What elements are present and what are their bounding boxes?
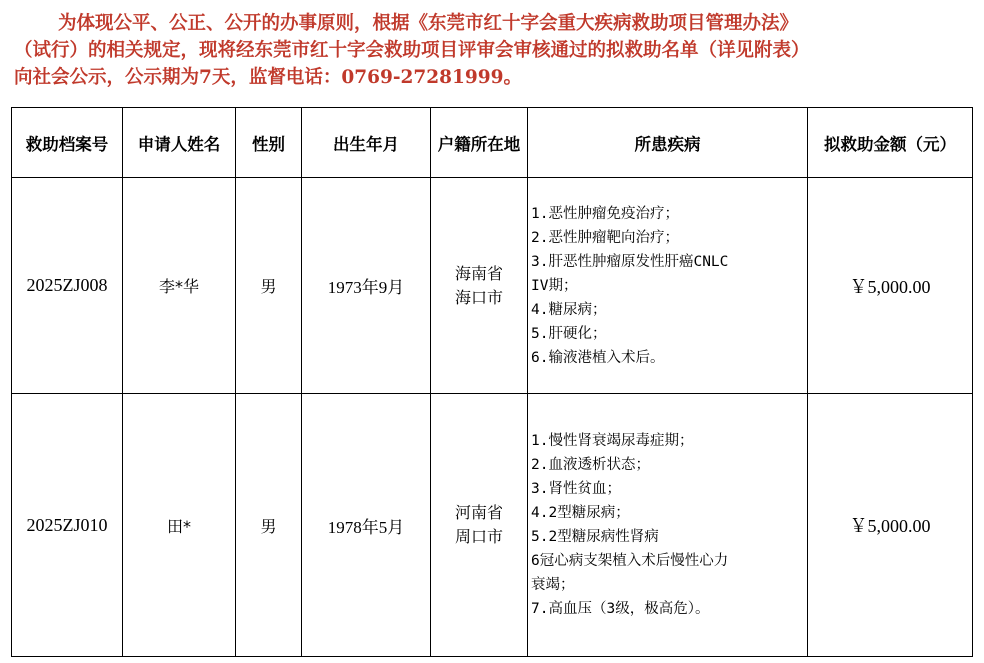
header-aid-amount: 拟救助金额（元） xyxy=(808,108,973,178)
applicant-name-cell: 李*华 xyxy=(123,178,236,394)
hometown-cell xyxy=(431,178,528,394)
header-birth-date: 出生年月 xyxy=(302,108,431,178)
disease-line: 1.慢性肾衰竭尿毒症期； xyxy=(531,433,694,449)
notice-line-3: 向社会公示，公示期为7天，监督电话：0769-27281999。 xyxy=(14,67,523,88)
header-diseases: 所患疾病 xyxy=(528,108,808,178)
header-applicant-name: 申请人姓名 xyxy=(123,108,236,178)
disease-line: 5.2型糖尿病性肾病 xyxy=(531,529,659,545)
file-no-cell: 2025ZJ008 xyxy=(12,178,123,394)
hometown-cell xyxy=(431,394,528,657)
hometown-city: 周口市 xyxy=(454,527,503,546)
aid-list-table xyxy=(11,107,973,657)
disease-line: 衰竭； xyxy=(531,577,575,593)
disease-line: 4.2型糖尿病； xyxy=(531,505,630,521)
hometown-province: 海南省 xyxy=(454,263,503,283)
aid-amount-cell: ￥5,000.00 xyxy=(808,178,973,394)
applicant-name-cell: 田* xyxy=(123,394,236,657)
table-row xyxy=(12,394,973,657)
public-notice xyxy=(14,10,974,91)
disease-line: 6冠心病支架植入术后慢性心力 xyxy=(531,553,729,569)
disease-line: 7.高血压（3级，极高危）。 xyxy=(531,601,710,617)
file-no-cell: 2025ZJ010 xyxy=(12,394,123,657)
disease-line: 1.恶性肿瘤免疫治疗； xyxy=(531,205,679,222)
header-hometown: 户籍所在地 xyxy=(431,108,528,178)
gender-cell: 男 xyxy=(236,178,302,394)
hometown-province: 河南省 xyxy=(454,503,503,522)
disease-line: 5.肝硬化； xyxy=(531,325,607,342)
disease-line: 6.输液港植入术后。 xyxy=(531,349,665,366)
table-header-row xyxy=(12,108,973,178)
disease-line: 3.肾性贫血； xyxy=(531,481,621,497)
aid-amount-cell: ￥5,000.00 xyxy=(808,394,973,657)
diseases-cell xyxy=(528,178,808,394)
disease-line: IV期； xyxy=(531,277,578,294)
notice-line-1: 为体现公平、公正、公开的办事原则，根据《东莞市红十字会重大疾病救助项目管理办法》 xyxy=(58,13,799,34)
gender-cell: 男 xyxy=(236,394,302,657)
disease-line: 2.恶性肿瘤靶向治疗； xyxy=(531,229,679,246)
table-row xyxy=(12,178,973,394)
disease-line: 3.肝恶性肿瘤原发性肝癌CNLC xyxy=(531,253,729,270)
diseases-cell xyxy=(528,394,808,657)
disease-line: 2.血液透析状态； xyxy=(531,457,650,473)
header-file-no: 救助档案号 xyxy=(12,108,123,178)
birth-date-cell: 1973年9月 xyxy=(302,178,431,394)
header-gender: 性别 xyxy=(236,108,302,178)
hometown-city: 海口市 xyxy=(454,287,503,307)
notice-line-2: （试行）的相关规定，现将经东莞市红十字会救助项目评审会审核通过的拟救助名单（详见附表） xyxy=(14,40,810,61)
disease-line: 4.糖尿病； xyxy=(531,301,607,318)
birth-date-cell: 1978年5月 xyxy=(302,394,431,657)
